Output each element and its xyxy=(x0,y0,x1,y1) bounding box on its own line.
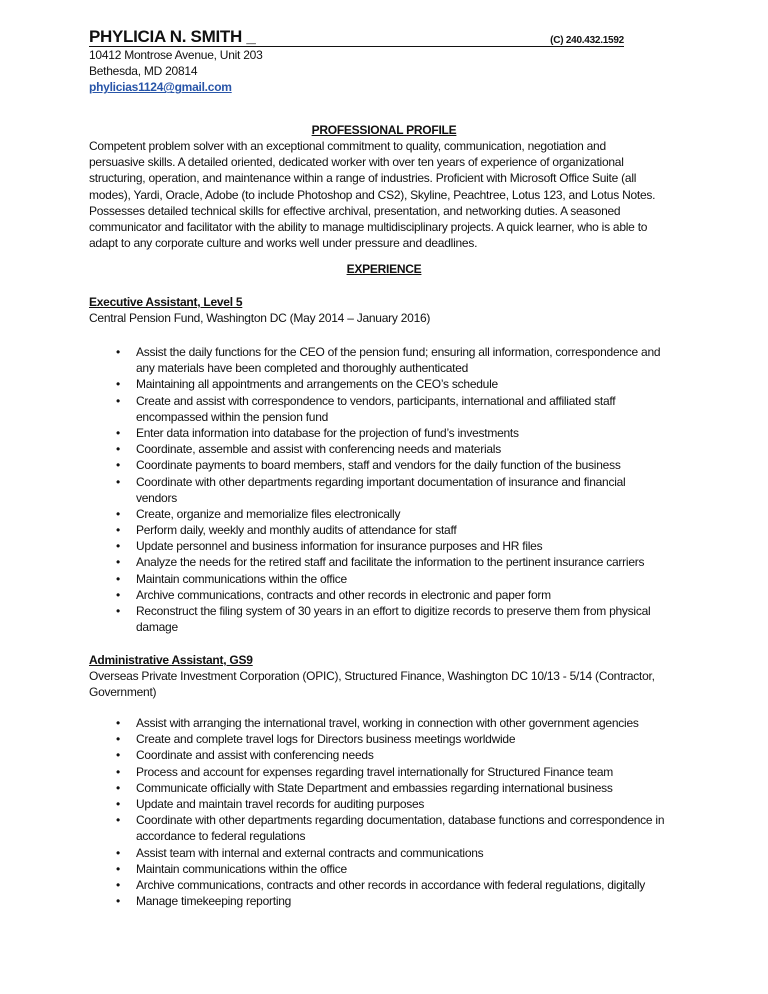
profile-line: Possesses detailed technical skills for effective archival, presentation, and networking duties. A seasoned xyxy=(89,203,621,218)
job-title: Administrative Assistant, GS9 xyxy=(89,653,253,667)
bullet-icon: • xyxy=(116,604,120,618)
bullet-icon: • xyxy=(116,539,120,554)
profile-line: persuasive skills. A detailed oriented, dedicated worker with over ten years of experience of organizational xyxy=(89,155,624,170)
bullet-icon: • xyxy=(116,861,120,876)
list-item xyxy=(118,506,660,522)
duty-text: Enter data information into database for the projection of fund’s investments xyxy=(136,425,519,440)
list-item xyxy=(118,731,664,747)
phone-number: (C) 240.432.1592 xyxy=(550,35,624,46)
list-item xyxy=(118,457,660,473)
duty-text: encompassed within the pension fund xyxy=(136,409,329,424)
duty-text: Maintain communications within the office xyxy=(136,861,347,876)
job-title: Executive Assistant, Level 5 xyxy=(89,295,243,309)
job-entry xyxy=(89,652,655,701)
bullet-icon: • xyxy=(116,345,120,359)
job-organization: Overseas Private Investment Corporation (OPIC), Structured Finance, Washington DC 10/13 - 5/14 (Contractor, xyxy=(89,669,655,684)
list-item xyxy=(118,861,664,877)
duty-text: vendors xyxy=(136,490,177,505)
duty-text: Communicate officially with State Department and embassies regarding international business xyxy=(136,780,613,795)
bullet-icon: • xyxy=(116,442,120,457)
bullet-icon: • xyxy=(116,377,120,392)
profile-line: Competent problem solver with an exceptional commitment to quality, communication, negotiation and xyxy=(89,139,606,153)
list-item xyxy=(118,571,660,587)
profile-paragraph xyxy=(89,138,655,251)
duty-text: Assist with arranging the international travel, working in connection with other government agencies xyxy=(136,716,639,730)
list-item xyxy=(118,376,660,392)
duty-text: Coordinate payments to board members, staff and vendors for the daily function of the business xyxy=(136,458,621,473)
bullet-icon: • xyxy=(116,523,120,538)
duty-text: Maintain communications within the office xyxy=(136,571,347,586)
duty-text: Coordinate with other departments regarding important documentation of insurance and financial xyxy=(136,474,626,489)
list-item xyxy=(118,587,660,603)
bullet-icon: • xyxy=(116,506,120,521)
profile-heading: PROFESSIONAL PROFILE xyxy=(311,123,457,137)
duty-text: Create, organize and memorialize files electronically xyxy=(136,506,401,521)
list-item xyxy=(118,747,664,763)
bullet-icon: • xyxy=(116,813,120,828)
bullet-icon: • xyxy=(116,764,120,779)
bullet-icon: • xyxy=(116,796,120,811)
bullet-icon: • xyxy=(116,571,120,586)
experience-heading: EXPERIENCE xyxy=(346,262,422,276)
bullet-icon: • xyxy=(116,877,120,892)
duty-text: Maintaining all appointments and arrangements on the CEO’s schedule xyxy=(136,377,498,392)
list-item xyxy=(118,522,660,538)
list-item xyxy=(118,441,660,457)
duty-text: Assist the daily functions for the CEO of the pension fund; ensuring all information, correspondence and xyxy=(136,345,661,359)
job-duties-list xyxy=(118,344,660,635)
list-item xyxy=(118,474,660,506)
list-item xyxy=(118,877,664,893)
address-line-1: 10412 Montrose Avenue, Unit 203 xyxy=(89,48,263,62)
list-item xyxy=(118,715,664,731)
profile-line: adapt to any corporate culture and works well under pressure and deadlines. xyxy=(89,236,478,251)
list-item xyxy=(118,538,660,554)
list-item xyxy=(118,393,660,425)
list-item xyxy=(118,845,664,861)
bullet-icon: • xyxy=(116,555,120,570)
duty-text: any materials have been completed and thoroughly authenticated xyxy=(136,361,469,376)
candidate-name: PHYLICIA N. SMITH _ xyxy=(89,27,256,46)
duty-text: Reconstruct the filing system of 30 years in an effort to digitize records to preserve them from physical xyxy=(136,604,651,618)
job-organization: Government) xyxy=(89,685,157,700)
profile-line: structuring, operation, and maintenance within a range of industries. Proficient with Microsoft Office Suite (all xyxy=(89,171,637,186)
job-entry xyxy=(89,294,430,326)
duty-text: Analyze the needs for the retired staff and facilitate the information to the pertinent insurance carriers xyxy=(136,555,645,570)
list-item xyxy=(118,780,664,796)
bullet-icon: • xyxy=(116,587,120,602)
list-item xyxy=(118,764,664,780)
duty-text: damage xyxy=(136,620,178,635)
list-item xyxy=(118,344,660,376)
contact-info xyxy=(89,47,263,96)
duty-text: Manage timekeeping reporting xyxy=(136,894,292,909)
job-organization: Central Pension Fund, Washington DC (May 2014 – January 2016) xyxy=(89,311,431,326)
duty-text: Archive communications, contracts and other records in accordance with federal regulations, digitally xyxy=(136,877,646,892)
bullet-icon: • xyxy=(116,732,120,747)
bullet-icon: • xyxy=(116,458,120,473)
bullet-icon: • xyxy=(116,716,120,730)
email-link[interactable]: phylicias1124@gmail.com xyxy=(89,80,232,95)
list-item xyxy=(118,425,660,441)
list-item xyxy=(118,603,660,635)
duty-text: Process and account for expenses regarding travel internationally for Structured Finance team xyxy=(136,764,614,779)
list-item xyxy=(118,812,664,844)
duty-text: Perform daily, weekly and monthly audits of attendance for staff xyxy=(136,523,457,538)
duty-text: Update personnel and business information for insurance purposes and HR files xyxy=(136,539,543,554)
duty-text: Coordinate with other departments regarding documentation, database functions and correspondence in xyxy=(136,813,665,828)
bullet-icon: • xyxy=(116,845,120,860)
bullet-icon: • xyxy=(116,894,120,909)
name-header xyxy=(89,28,624,47)
duty-text: accordance to federal regulations xyxy=(136,829,306,844)
duty-text: Update and maintain travel records for auditing purposes xyxy=(136,796,425,811)
duty-text: Coordinate, assemble and assist with conferencing needs and materials xyxy=(136,442,501,457)
duty-text: Assist team with internal and external contracts and communications xyxy=(136,845,484,860)
address-line-2: Bethesda, MD 20814 xyxy=(89,64,198,79)
profile-line: modes), Yardi, Oracle, Adobe (to include Photoshop and CS2), Skyline, Peachtree, Lotus 123, and Lotus Notes. xyxy=(89,187,656,202)
bullet-icon: • xyxy=(116,425,120,440)
duty-text: Create and complete travel logs for Directors business meetings worldwide xyxy=(136,732,516,747)
list-item xyxy=(118,893,664,909)
duty-text: Archive communications, contracts and other records in electronic and paper form xyxy=(136,587,551,602)
bullet-icon: • xyxy=(116,780,120,795)
duty-text: Create and assist with correspondence to vendors, participants, international and affiliated staff xyxy=(136,393,616,408)
duty-text: Coordinate and assist with conferencing needs xyxy=(136,748,374,763)
list-item xyxy=(118,796,664,812)
bullet-icon: • xyxy=(116,748,120,763)
list-item xyxy=(118,554,660,570)
bullet-icon: • xyxy=(116,474,120,489)
job-duties-list xyxy=(118,715,664,909)
bullet-icon: • xyxy=(116,393,120,408)
profile-line: communicator and facilitator with the ability to manage multidisciplinary projects. A quick learner, who is able to xyxy=(89,219,648,234)
